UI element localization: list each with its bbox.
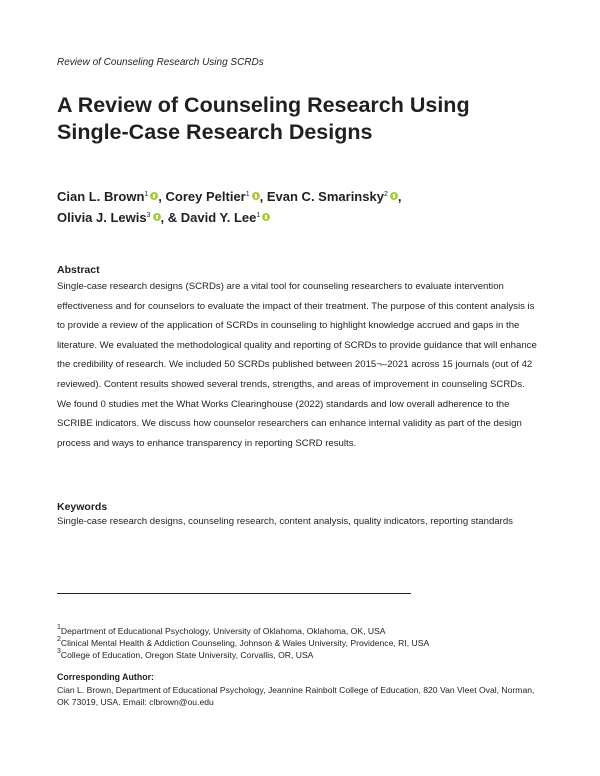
keywords-text: Single-case research designs, counseling research, content analysis, quality indicators, reporting standards (57, 516, 513, 527)
affiliations (57, 625, 557, 661)
affiliation: $^2$Clinical Mental Health & Addiction Counseling, Johnson & Wales University, Providence, RI, USA (57, 636, 430, 648)
abstract-heading: Abstract (57, 264, 100, 276)
running-head: Review of Counseling Research Using SCRDs (57, 57, 264, 68)
orcid-icon[interactable] (390, 192, 398, 200)
footnote-divider (57, 593, 411, 594)
title-line-2: Single-Case Research Designs (57, 120, 373, 144)
corresponding-author-heading: Corresponding Author: (57, 672, 154, 682)
author: Evan C. Smarinsky$^2$ , (266, 189, 402, 204)
article-title (57, 92, 557, 146)
keywords-heading: Keywords (57, 501, 108, 513)
abstract-text: Single-case research designs (SCRDs) are a vital tool for counseling researchers to evaluate intervention effectiveness and for counselors to evaluate the impact of their treatment. The purpose of this content analysis is to provide a review of the application of SCRDs in counseling to highlight knowledge accrued and gaps in the literature. We evaluated the methodological quality and reporting of SCRDs to provide guidance that will enhance the credibility of research. We included 50 SCRDs published between 2015¬–2021 across 15 journals (out of 42 reviewed). Content results showed several trends, strengths, and areas of improvement in counseling SCRDs. We found 0 studies met the What Works Clearinghouse (2022) standards and low overall adherence to the SCRIBE indicators. We discuss how counselor researchers can enhance internal validity as part of the design process and ways to enhance transparency in reporting SCRD results. (57, 281, 537, 449)
orcid-icon[interactable] (262, 213, 270, 221)
affiliation: $^3$College of Education, Oregon State University, Corvallis, OR, USA (57, 648, 314, 660)
author-list (57, 186, 557, 228)
title-line-1: A Review of Counseling Research Using (57, 93, 470, 117)
orcid-icon[interactable] (153, 213, 161, 221)
author: Olivia J. Lewis$^3$ , & (57, 210, 181, 225)
author: David Y. Lee$^1$ (181, 210, 271, 225)
author: Corey Peltier$^1$ , (165, 189, 267, 204)
corresponding-author-text: Cian L. Brown, Department of Educational Psychology, Jeannine Rainbolt College of Education, 820 Van Vleet Oval, Norman, OK 73019, USA. Email: clbrown@ou.edu (57, 685, 535, 707)
author: Cian L. Brown$^1$ , (57, 189, 166, 204)
orcid-icon[interactable] (252, 192, 260, 200)
affiliation: $^1$Department of Educational Psychology, University of Oklahoma, Oklahoma, OK, USA (57, 624, 386, 636)
